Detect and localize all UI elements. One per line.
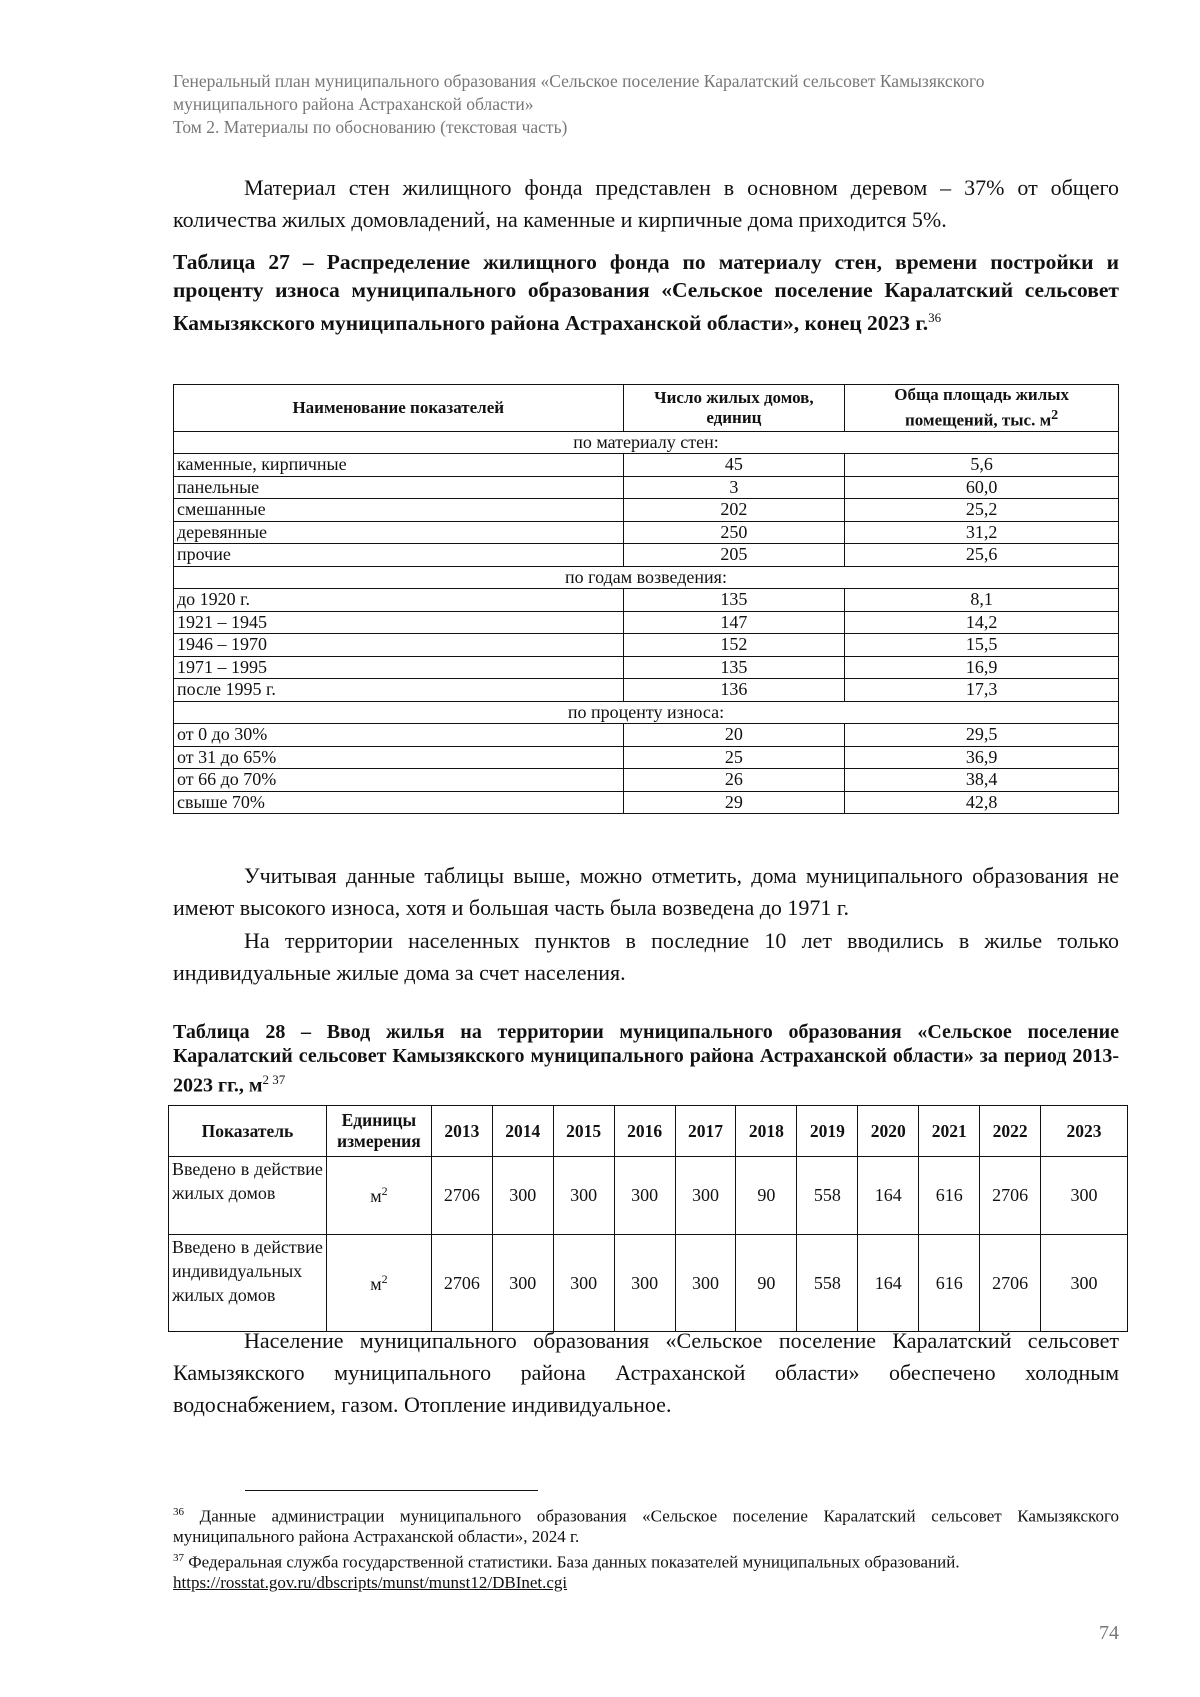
table-row <box>174 746 1119 769</box>
t27-cell-count: 205 <box>623 544 845 567</box>
table-row <box>174 724 1119 747</box>
t27-group-row <box>174 566 1119 589</box>
table-row <box>169 1157 1128 1235</box>
t28-cell-value: 300 <box>553 1157 614 1235</box>
t28-cell-unit <box>326 1235 431 1332</box>
t28-header-year: 2020 <box>858 1106 919 1157</box>
paragraph-2: Учитывая данные таблицы выше, можно отметить, дома муниципального образования не имеют высокого износа, хотя и большая часть была возведена до 1971 г. <box>173 863 1119 920</box>
t28-cell-value: 300 <box>1041 1235 1128 1332</box>
footnote-36-number: 36 <box>173 1506 184 1518</box>
t27-cell-area: 25,6 <box>845 544 1119 567</box>
t28-unit-text: м <box>370 1273 382 1294</box>
t28-body <box>169 1157 1128 1332</box>
t28-header-year: 2014 <box>492 1106 553 1157</box>
t27-cell-name: после 1995 г. <box>174 679 624 702</box>
t28-cell-value: 300 <box>614 1157 675 1235</box>
footnote-37-link[interactable]: https://rosstat.gov.ru/dbscripts/munst/munst12/DBInet.cgi <box>173 1572 568 1592</box>
table27-caption-text: Таблица 27 – Распределение жилищного фонда по материалу стен, времени постройки и проценту износа муниципального образования «Сельское поселение Каралатский сельсовет Камызякского муниципального района Астраханской области», конец 2023 г. <box>173 250 1119 336</box>
t28-unit-text: м <box>370 1186 382 1206</box>
t27-cell-count: 26 <box>623 769 845 792</box>
table28-caption <box>173 1020 1119 1098</box>
t28-header-year: 2015 <box>553 1106 614 1157</box>
t28-cell-value: 558 <box>797 1235 858 1332</box>
t28-cell-value: 300 <box>614 1235 675 1332</box>
t27-cell-area: 8,1 <box>845 589 1119 612</box>
t28-header-year: 2016 <box>614 1106 675 1157</box>
t27-cell-count: 3 <box>623 476 845 499</box>
footnotes <box>173 1502 1119 1593</box>
header-line-2: муниципального района Астраханской области» <box>173 94 534 114</box>
t27-cell-area: 31,2 <box>845 521 1119 544</box>
t27-cell-count: 152 <box>623 634 845 657</box>
table-row <box>174 656 1119 679</box>
t28-cell-value: 616 <box>919 1235 980 1332</box>
t27-header-name: Наименование показателей <box>174 385 624 432</box>
t28-cell-indicator: Введено в действие жилых домов <box>169 1157 327 1235</box>
table-row <box>174 544 1119 567</box>
t27-cell-area: 42,8 <box>845 791 1119 814</box>
footnote-36-text: Данные администрации муниципального образования «Сельское поселение Каралатский сельсовет Камызякского муниципального района Астраханской области», 2024 г. <box>173 1506 1119 1547</box>
t27-cell-name: до 1920 г. <box>174 589 624 612</box>
t27-cell-name: каменные, кирпичные <box>174 454 624 477</box>
t28-cell-value: 300 <box>492 1235 553 1332</box>
t28-header-year: 2022 <box>980 1106 1041 1157</box>
t27-cell-count: 29 <box>623 791 845 814</box>
footnote-37-text: Федеральная служба государственной статистики. База данных показателей муниципальных образований. <box>184 1552 960 1572</box>
t27-cell-area: 38,4 <box>845 769 1119 792</box>
t27-cell-count: 20 <box>623 724 845 747</box>
table-row <box>174 679 1119 702</box>
t27-cell-count: 147 <box>623 611 845 634</box>
t28-cell-value: 2706 <box>980 1235 1041 1332</box>
running-header <box>173 70 1133 139</box>
t27-cell-count: 250 <box>623 521 845 544</box>
table-row <box>169 1235 1128 1332</box>
header-line-3: Том 2. Материалы по обоснованию (текстовая часть) <box>173 117 568 137</box>
t28-cell-value: 558 <box>797 1157 858 1235</box>
table-row <box>174 634 1119 657</box>
t27-cell-count: 135 <box>623 656 845 679</box>
t28-header-year: 2019 <box>797 1106 858 1157</box>
t28-cell-indicator: Введено в действие индивидуальных жилых домов <box>169 1235 327 1332</box>
table-row <box>174 589 1119 612</box>
t28-cell-unit <box>326 1157 431 1235</box>
footnote-37 <box>173 1548 1119 1594</box>
t28-cell-value: 2706 <box>431 1157 492 1235</box>
t27-group-row <box>174 431 1119 454</box>
t27-cell-area: 16,9 <box>845 656 1119 679</box>
table-row <box>174 769 1119 792</box>
t27-cell-name: свыше 70% <box>174 791 624 814</box>
t27-cell-count: 45 <box>623 454 845 477</box>
footnote-36 <box>173 1502 1119 1548</box>
t27-cell-name: 1921 – 1945 <box>174 611 624 634</box>
table-row <box>174 454 1119 477</box>
table28-caption-sup: 2 37 <box>262 1072 286 1087</box>
paragraph-4: Население муниципального образования «Сельское поселение Каралатский сельсовет Камызякского муниципального района Астраханской области» обеспечено холодным водоснабжением, газом. Отопление индивидуальное. <box>173 1328 1119 1417</box>
table-28 <box>168 1105 1128 1332</box>
t27-cell-count: 202 <box>623 499 845 522</box>
table-row <box>174 791 1119 814</box>
intro-paragraph: Материал стен жилищного фонда представлен в основном деревом – 37% от общего количества жилых домовладений, на каменные и кирпичные дома приходится 5%. <box>173 175 1119 232</box>
t28-cell-value: 300 <box>553 1235 614 1332</box>
table27-caption <box>173 249 1119 338</box>
t28-header-year: 2013 <box>431 1106 492 1157</box>
t28-cell-value: 90 <box>736 1235 797 1332</box>
header-line-1: Генеральный план муниципального образования «Сельское поселение Каралатский сельсовет Камызякского <box>173 71 985 91</box>
t27-header-count: Число жилых домов, единиц <box>623 385 845 432</box>
t28-cell-value: 164 <box>858 1235 919 1332</box>
t27-cell-count: 25 <box>623 746 845 769</box>
t28-cell-value: 90 <box>736 1157 797 1235</box>
t27-body <box>174 431 1119 814</box>
t28-cell-value: 164 <box>858 1157 919 1235</box>
t27-cell-count: 135 <box>623 589 845 612</box>
t27-header-area-sup: 2 <box>1051 407 1059 423</box>
table-row <box>174 611 1119 634</box>
t28-cell-value: 300 <box>675 1157 736 1235</box>
t27-cell-area: 15,5 <box>845 634 1119 657</box>
t28-header-unit: Единицы измерения <box>326 1106 431 1157</box>
t27-cell-area: 25,2 <box>845 499 1119 522</box>
t27-group-title: по материалу стен: <box>174 431 1119 454</box>
t27-group-title: по проценту износа: <box>174 701 1119 724</box>
t28-cell-value: 300 <box>1041 1157 1128 1235</box>
t27-group-row <box>174 701 1119 724</box>
table-row <box>174 521 1119 544</box>
page-number: 74 <box>1099 1622 1119 1644</box>
table27-caption-ref: 36 <box>928 310 942 325</box>
t27-cell-name: от 31 до 65% <box>174 746 624 769</box>
t28-cell-value: 300 <box>492 1157 553 1235</box>
t28-cell-value: 300 <box>675 1235 736 1332</box>
paragraph-3: На территории населенных пунктов в последние 10 лет вводились в жилье только индивидуальные жилые дома за счет населения. <box>173 928 1119 985</box>
t27-cell-area: 17,3 <box>845 679 1119 702</box>
t27-cell-name: от 66 до 70% <box>174 769 624 792</box>
t28-cell-value: 2706 <box>431 1235 492 1332</box>
t27-cell-name: прочие <box>174 544 624 567</box>
t27-cell-area: 36,9 <box>845 746 1119 769</box>
t27-cell-name: смешанные <box>174 499 624 522</box>
t27-cell-name: 1971 – 1995 <box>174 656 624 679</box>
t27-cell-name: панельные <box>174 476 624 499</box>
t27-group-title: по годам возведения: <box>174 566 1119 589</box>
t28-header-year: 2017 <box>675 1106 736 1157</box>
footnote-separator <box>245 1490 538 1491</box>
t27-cell-area: 60,0 <box>845 476 1119 499</box>
t28-cell-value: 2706 <box>980 1157 1041 1235</box>
t28-header-indicator: Показатель <box>169 1106 327 1157</box>
t27-cell-area: 29,5 <box>845 724 1119 747</box>
footnote-37-number: 37 <box>173 1551 184 1564</box>
t27-header-area-text: Обща площадь жилых помещений, тыс. м <box>894 385 1070 430</box>
table-row <box>174 476 1119 499</box>
table-27 <box>173 384 1119 814</box>
t27-cell-area: 5,6 <box>845 454 1119 477</box>
t28-header-year: 2023 <box>1041 1106 1128 1157</box>
t28-cell-value: 616 <box>919 1157 980 1235</box>
t28-unit-sup: 2 <box>381 1271 388 1286</box>
t27-cell-name: 1946 – 1970 <box>174 634 624 657</box>
t28-header-year: 2021 <box>919 1106 980 1157</box>
t27-cell-name: деревянные <box>174 521 624 544</box>
t28-unit-sup: 2 <box>381 1184 388 1198</box>
table28-caption-text: Таблица 28 – Ввод жилья на территории муниципального образования «Сельское поселение Каралатский сельсовет Камызякского муниципального района Астраханской области» за период 2013-2023 гг., м <box>173 1021 1119 1097</box>
t28-header-row <box>169 1106 1128 1157</box>
t27-header-area <box>845 385 1119 432</box>
table-row <box>174 499 1119 522</box>
t27-cell-area: 14,2 <box>845 611 1119 634</box>
t28-header-year: 2018 <box>736 1106 797 1157</box>
t27-cell-name: от 0 до 30% <box>174 724 624 747</box>
t27-cell-count: 136 <box>623 679 845 702</box>
